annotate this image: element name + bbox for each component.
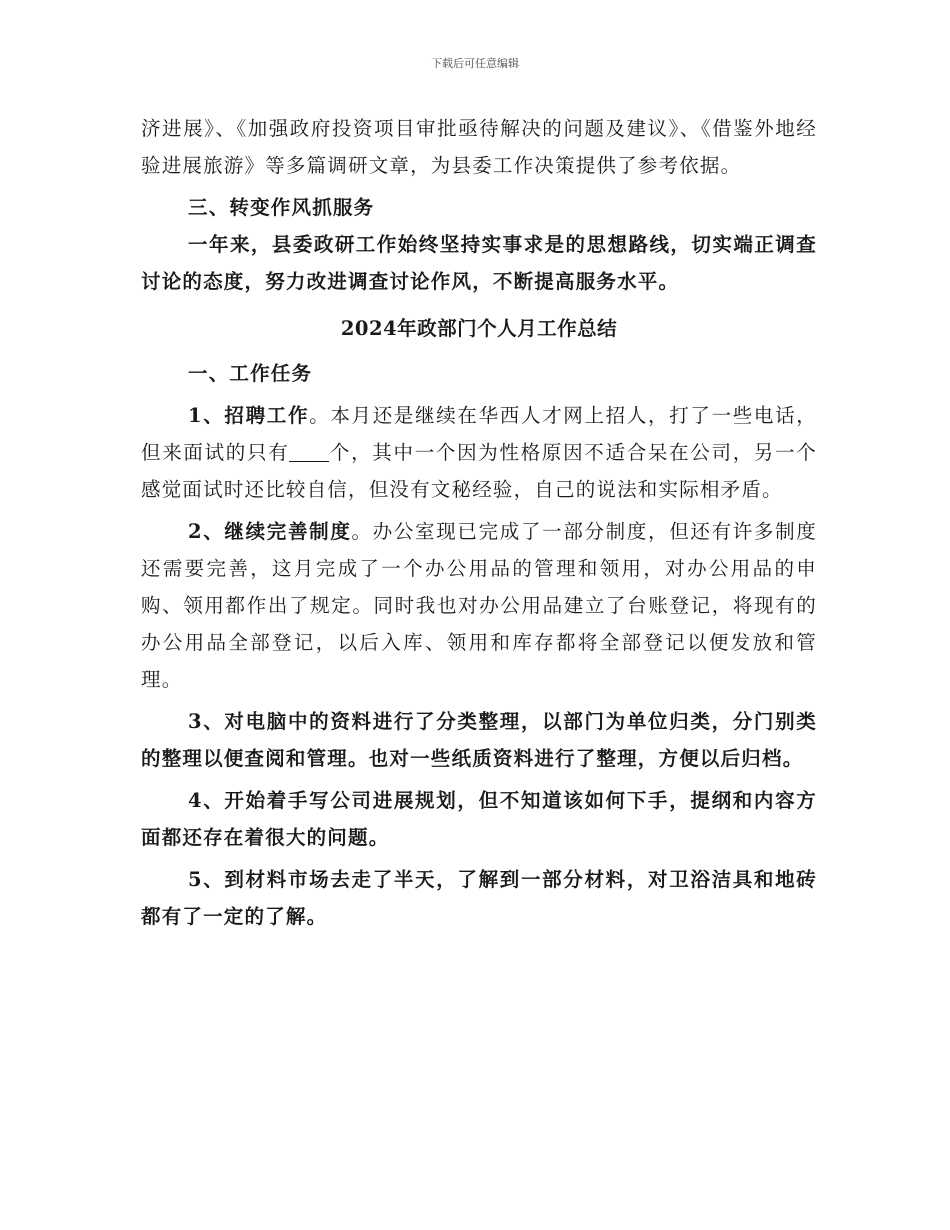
section-heading-3: 三、转变作风抓服务	[188, 196, 375, 219]
document-body	[141, 110, 817, 935]
item-2-paragraph	[141, 513, 817, 698]
item-1-text-a: 。本月还是继续在华西人才网上招人，打了一些电话，但来面试的只有	[141, 404, 817, 464]
item-1-lead: 1、招聘工作	[188, 404, 310, 427]
item-5-paragraph: 5、到材料市场去走了半天，了解到一部分材料，对卫浴洁具和地砖都有了一定的了解。	[141, 868, 817, 928]
item-1-paragraph	[141, 397, 817, 508]
item-2-text: 。办公室现已完成了一部分制度，但还有许多制度还需要完善，这月完成了一个办公用品的管理和领用，对办公用品的申购、领用都作出了规定。同时我也对办公用品建立了台账登记，将现有的办公用品全部登记，以后入库、领用和库存都将全部登记以便发放和管理。	[141, 520, 817, 691]
document-title: 2024年政部门个人月工作总结	[340, 317, 618, 340]
item-3-paragraph: 3、对电脑中的资料进行了分类整理，以部门为单位归类，分门别类的整理以便查阅和管理。也对一些纸质资料进行了整理，方便以后归档。	[141, 710, 817, 770]
page-header-note: 下载后可任意编辑	[431, 57, 519, 70]
paragraph-continued: 济进展》、《加强政府投资项目审批亟待解决的问题及建议》、《借鉴外地经验进展旅游》等多篇调研文章，为县委工作决策提供了参考依据。	[141, 117, 817, 177]
section-heading-1: 一、工作任务	[188, 362, 313, 385]
item-2-lead: 2、继续完善制度	[188, 520, 352, 543]
item-4-paragraph: 4、开始着手写公司进展规划，但不知道该如何下手，提纲和内容方面都还存在着很大的问题。	[141, 789, 817, 849]
item-1-text-b: 个，其中一个因为性格原因不适合呆在公司，另一个感觉面试时还比较自信，但没有文秘经验，自己的说法和实际相矛盾。	[141, 441, 817, 501]
blank-underline	[289, 443, 329, 462]
section-3-body: 一年来，县委政研工作始终坚持实事求是的思想路线，切实端正调查讨论的态度，努力改进调查讨论作风，不断提高服务水平。	[141, 233, 817, 293]
